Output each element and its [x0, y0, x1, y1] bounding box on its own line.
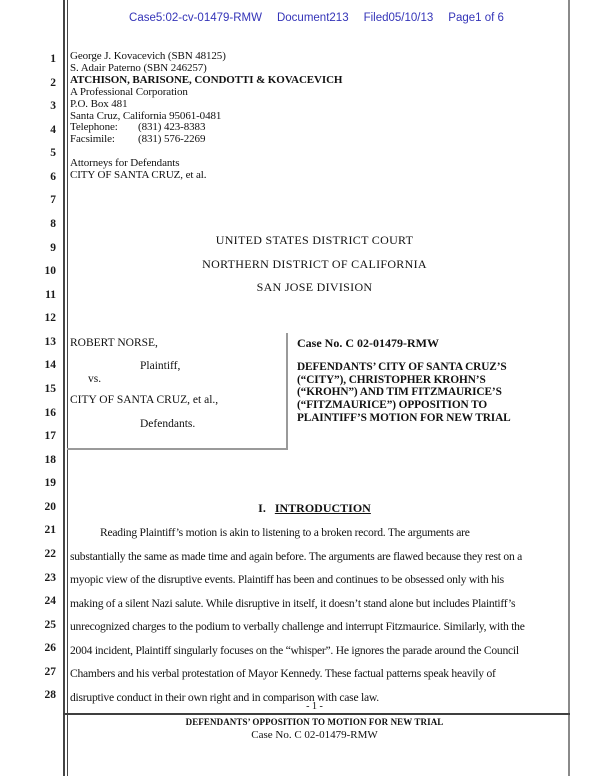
page-number: - 1 -: [306, 701, 323, 712]
document-title-line: (“CITY”), CHRISTOPHER KROHN’S: [297, 373, 486, 386]
ecf-case-number: Case5:02-cv-01479-RMW: [129, 12, 262, 24]
body-text-line: 2004 incident, Plaintiff singularly focuses on the “whisper”. He ignores the parade around the Council: [70, 643, 519, 657]
attorneys-for: Attorneys for Defendants: [70, 157, 180, 170]
line-number: 7: [50, 194, 56, 207]
po-box: P.O. Box 481: [70, 97, 128, 110]
document-title-line: (“KROHN”) AND TIM FITZMAURICE’S: [297, 386, 502, 399]
ecf-filed-date: Filed05/10/13: [363, 12, 434, 24]
line-number: 14: [44, 359, 56, 372]
line-number: 5: [50, 147, 56, 160]
line-number: 19: [44, 477, 56, 490]
line-number: 22: [44, 547, 56, 560]
section-number: I.: [258, 501, 266, 515]
body-text-line: making of a silent Nazi salute. While disruptive in itself, it doesn’t stand alone but includes Plaintiff’s: [70, 596, 516, 610]
ecf-document-number: Document213: [276, 12, 349, 24]
line-number: 17: [44, 430, 56, 443]
defendant-name: CITY OF SANTA CRUZ, et al.,: [70, 394, 219, 406]
line-number: 6: [50, 170, 56, 183]
court-name: UNITED STATES DISTRICT COURT: [215, 233, 414, 247]
line-number: 26: [44, 642, 56, 655]
line-number: 8: [50, 217, 56, 230]
fax-line: [70, 134, 342, 146]
ecf-header: [63, 12, 570, 24]
line-number: 28: [44, 689, 56, 702]
line-number: 3: [50, 100, 56, 113]
line-number: 2: [50, 76, 56, 89]
line-number: 20: [44, 500, 56, 513]
body-text-line: myopic view of the disruptive events. Plaintiff has been and continues to be obsessed only with his: [70, 573, 504, 587]
line-number: 16: [44, 406, 56, 419]
line-number: 13: [44, 335, 56, 348]
line-number: 9: [50, 241, 56, 254]
line-number: 15: [44, 382, 56, 395]
client-name: CITY OF SANTA CRUZ, et al.: [70, 169, 207, 182]
versus-label: vs.: [88, 373, 102, 385]
body-text-line: disruptive conduct in their own right and in comparison with case law.: [70, 690, 379, 704]
attorney-block: [70, 51, 342, 182]
line-number: 12: [44, 312, 56, 325]
plaintiff-name: ROBERT NORSE,: [70, 337, 158, 349]
case-number: Case No. C 02-01479-RMW: [297, 336, 439, 350]
footer-title: DEFENDANTS’ OPPOSITION TO MOTION FOR NEW TRIAL: [185, 717, 444, 727]
section-heading: [63, 501, 566, 516]
body-text-line: Chambers and his verbal protestation of Mayor Kennedy. These factual patterns speak heavily of: [70, 667, 496, 681]
attorney-name-1: George J. Kovacevich (SBN 48125): [70, 50, 226, 62]
footer-case-number: Case No. C 02-01479-RMW: [251, 729, 378, 741]
firm-name: ATCHISON, BARISONE, CONDOTTI & KOVACEVICH: [70, 73, 343, 86]
document-title-line: (“FITZMAURICE”) OPPOSITION TO: [297, 399, 488, 412]
caption-box: [67, 333, 288, 450]
line-number: 4: [50, 123, 56, 136]
court-district: NORTHERN DISTRICT OF CALIFORNIA: [202, 256, 427, 271]
ecf-page-number: Page1 of 6: [448, 12, 504, 24]
footer-rule: [63, 713, 570, 715]
pleading-rule-right: [568, 0, 570, 776]
document-title-line: DEFENDANTS’ CITY OF SANTA CRUZ’S: [297, 361, 507, 373]
phone-label: Telephone:: [70, 121, 118, 134]
line-number: 25: [44, 618, 56, 631]
line-number: 11: [45, 288, 56, 301]
body-text-line: unrecognized charges to the podium to verbally challenge and interrupt Fitzmaurice. Similarly, with the: [70, 620, 525, 634]
body-text-line: substantially the same as made time and again before. The arguments are flawed because they rest on a: [70, 549, 523, 563]
city-state-zip: Santa Cruz, California 95061-0481: [70, 109, 222, 122]
firm-type: A Professional Corporation: [70, 85, 188, 98]
phone-number: (831) 423-8383: [138, 121, 206, 134]
defendant-role: Defendants.: [140, 418, 196, 430]
body-text-line: Reading Plaintiff’s motion is akin to listening to a broken record. The arguments are: [100, 526, 470, 539]
line-number: 21: [44, 524, 56, 537]
document-title-line: PLAINTIFF’S MOTION FOR NEW TRIAL: [297, 411, 511, 424]
line-number: 23: [44, 571, 56, 584]
line-number: 1: [50, 53, 56, 65]
line-number: 10: [44, 265, 56, 278]
line-number: 18: [44, 453, 56, 466]
body-paragraph: [70, 526, 568, 726]
line-number: 27: [44, 665, 56, 678]
section-title: INTRODUCTION: [274, 501, 371, 515]
line-number: 24: [44, 595, 56, 608]
attorney-name-2: S. Adair Paterno (SBN 246257): [70, 61, 207, 74]
fax-number: (831) 576-2269: [138, 133, 206, 146]
pleading-rule-left-outer: [63, 0, 65, 776]
plaintiff-role: Plaintiff,: [140, 360, 181, 372]
court-division: SAN JOSE DIVISION: [256, 280, 373, 294]
document-title: [297, 361, 519, 425]
fax-label: Facsimile:: [70, 133, 115, 146]
